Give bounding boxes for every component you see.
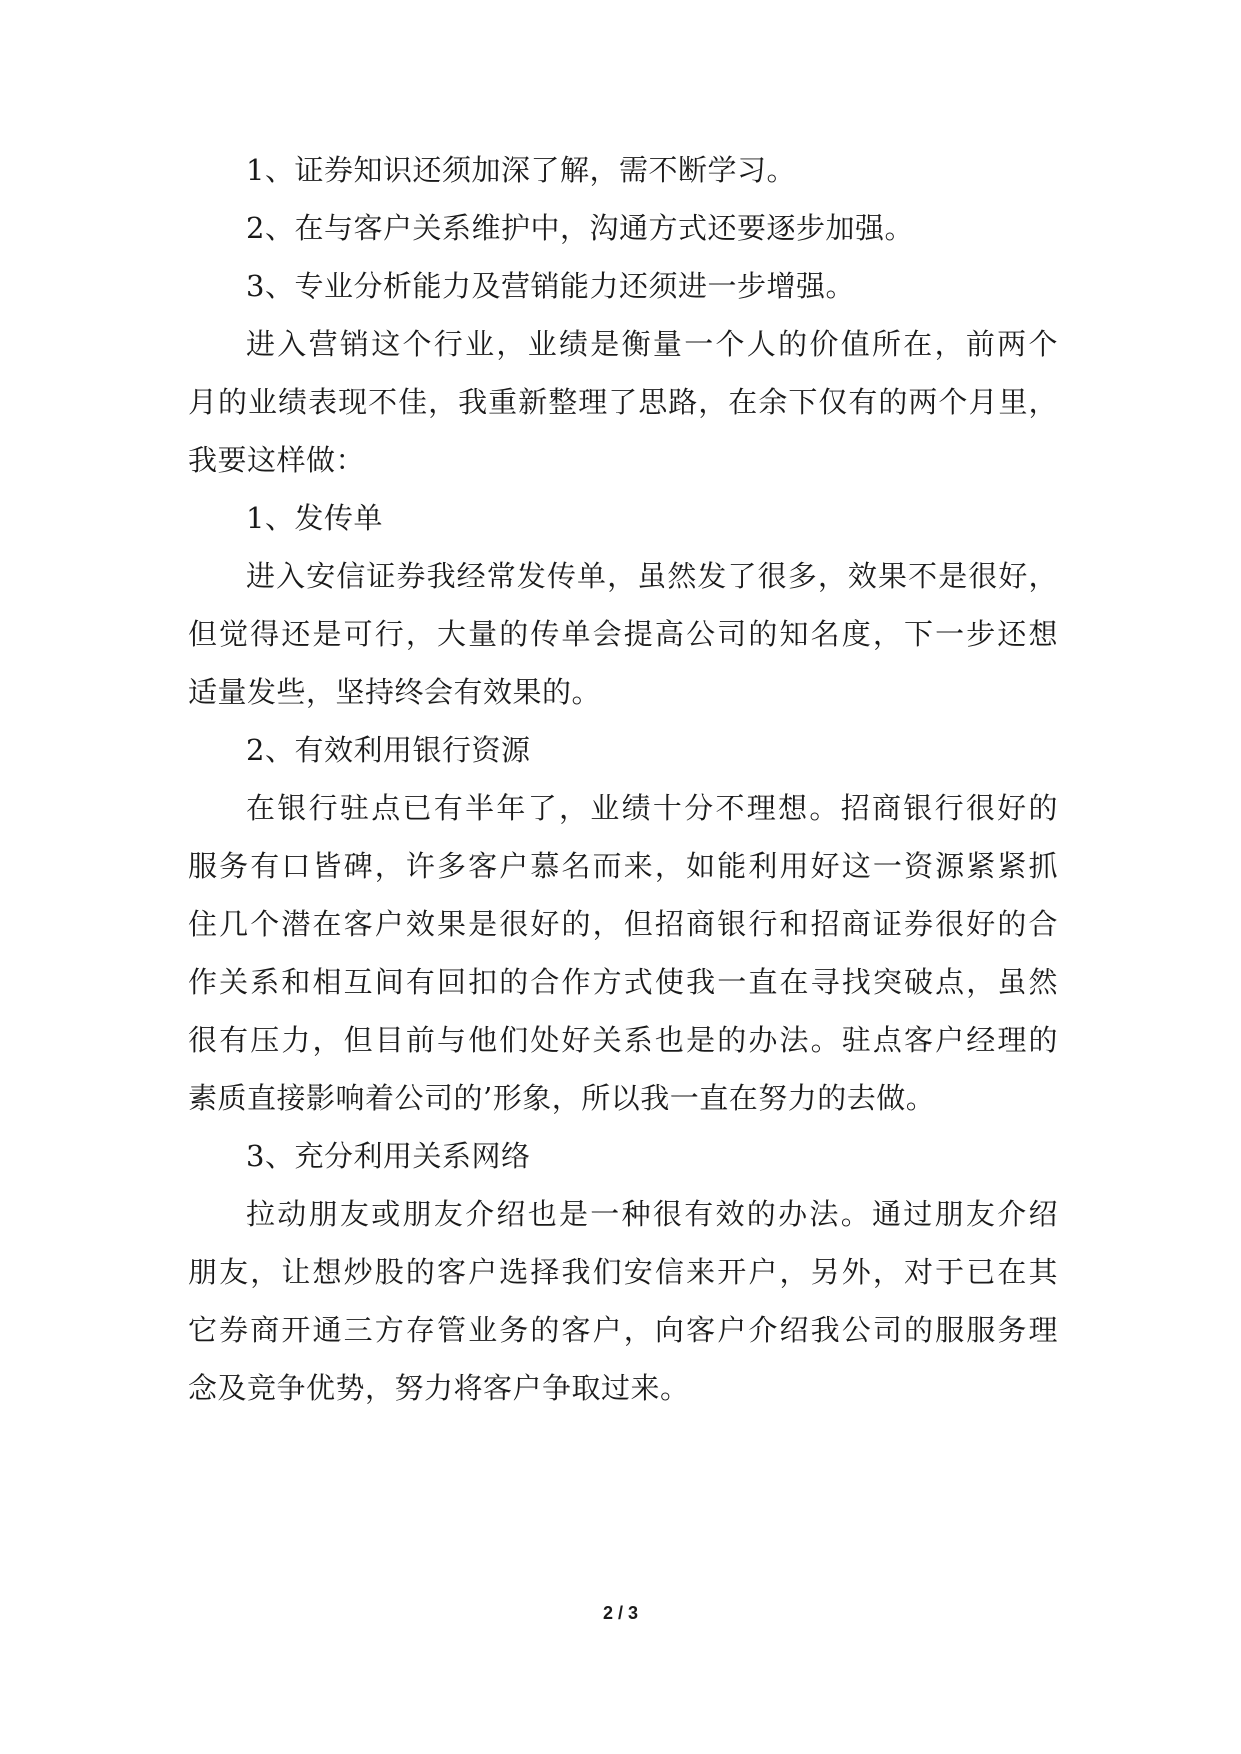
paragraph-line: 月的业绩表现不佳，我重新整理了思路，在余下仅有的两个月里， (188, 385, 1058, 419)
list-item-3: 3、专业分析能力及营销能力还须进一步增强。 (246, 269, 855, 303)
paragraph-line: 作关系和相互间有回扣的合作方式使我一直在寻找突破点，虽然 (188, 965, 1058, 999)
paragraph-line: 它券商开通三方存管业务的客户，向客户介绍我公司的服服务理 (188, 1313, 1058, 1347)
paragraph-line: 住几个潜在客户效果是很好的，但招商银行和招商证券很好的合 (188, 907, 1058, 941)
paragraph-line: 我要这样做： (188, 443, 366, 477)
section-heading-2: 2、有效利用银行资源 (246, 733, 531, 767)
paragraph-line: 适量发些，坚持终会有效果的。 (188, 675, 602, 709)
paragraph-line: 素质直接影响着公司的’形象，所以我一直在努力的去做。 (188, 1081, 936, 1115)
section-heading-1: 1、发传单 (246, 501, 383, 535)
paragraph-line: 进入安信证券我经常发传单，虽然发了很多，效果不是很好， (246, 559, 1058, 593)
paragraph-line: 拉动朋友或朋友介绍也是一种很有效的办法。通过朋友介绍 (246, 1197, 1058, 1231)
paragraph-line: 进入营销这个行业，业绩是衡量一个人的价值所在，前两个 (246, 327, 1058, 361)
page-number: 2 / 3 (602, 1603, 639, 1623)
paragraph-line: 但觉得还是可行，大量的传单会提高公司的知名度，下一步还想 (188, 617, 1058, 651)
list-item-2: 2、在与客户关系维护中，沟通方式还要逐步加强。 (246, 211, 914, 245)
paragraph-line: 服务有口皆碑，许多客户慕名而来，如能利用好这一资源紧紧抓 (188, 849, 1058, 883)
paragraph-line: 念及竞争优势，努力将客户争取过来。 (188, 1371, 690, 1405)
paragraph-line: 朋友，让想炒股的客户选择我们安信来开户，另外，对于已在其 (188, 1255, 1058, 1289)
paragraph-line: 很有压力，但目前与他们处好关系也是的办法。驻点客户经理的 (188, 1023, 1058, 1057)
paragraph-line: 在银行驻点已有半年了，业绩十分不理想。招商银行很好的 (246, 791, 1058, 825)
section-heading-3: 3、充分利用关系网络 (246, 1139, 531, 1173)
list-item-1: 1、证券知识还须加深了解，需不断学习。 (246, 153, 796, 187)
